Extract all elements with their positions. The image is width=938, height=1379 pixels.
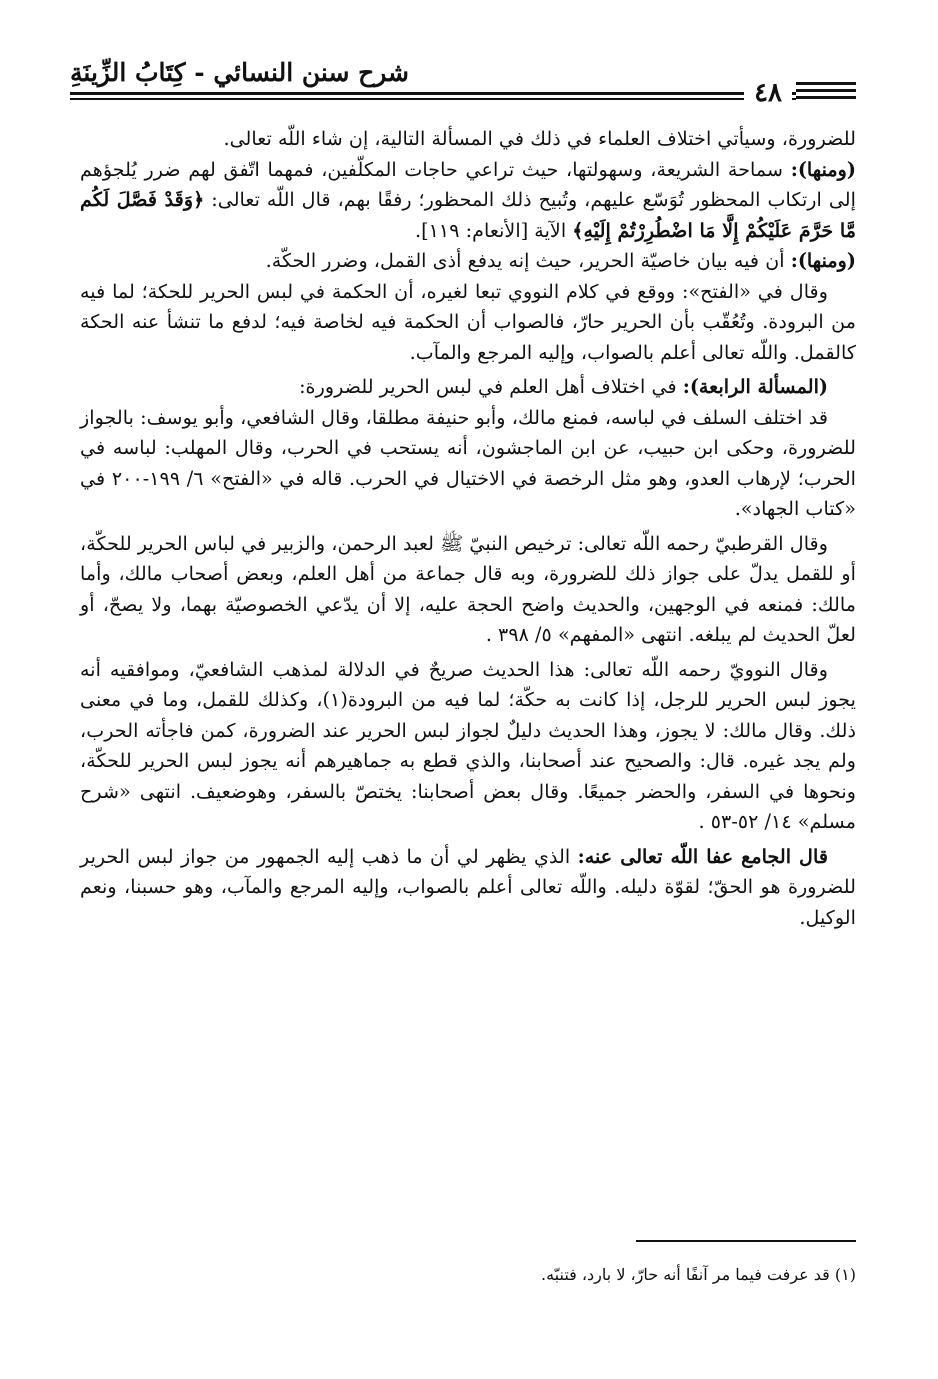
header-rule-secondary (70, 98, 856, 100)
header-rule (70, 92, 856, 95)
text-run: الذي يظهر لي أن ما ذهب إليه الجمهور من جواز لبس الحرير للضرورة هو الحقّ؛ لقوّة دليله. واللّه تعالى أعلم بالصواب، وإليه المرجع والمآب، وهو حسبنا، ونعم الوكيل. (80, 844, 856, 929)
text-run: أن فيه بيان خاصيّة الحرير، حيث إنه يدفع أذى القمل، وضرر الحكّة. (265, 249, 791, 272)
paragraph (80, 246, 856, 277)
bold-run: قال الجامع عفا اللّه تعالى عنه: (577, 844, 829, 868)
footnote-separator (636, 1240, 856, 1242)
main-text (80, 124, 856, 933)
footnote: (١) قد عرفت فيما مر آنفًا أنه حارّ، لا بارد، فتنبّه. (541, 1265, 856, 1284)
paragraph (80, 372, 856, 403)
text-run: في اختلاف أهل العلم في لبس الحرير للضرورة: (299, 375, 683, 398)
text-run: وقال في «الفتح»: ووقع في كلام النووي تبعا لغيره، أن الحكمة في لبس الحرير للحكة؛ لما فيه من البرودة. وتُعُقّب بأن الحرير حارّ، فالصواب أن الحكمة فيه لخاصة فيه؛ لدفع ما تنشأ عنه الحكة كالقمل. واللّه تعالى أعلم بالصواب، وإليه المرجع والمآب. (80, 279, 856, 364)
paragraph (80, 155, 856, 247)
bold-run: (ومنها): (790, 157, 856, 181)
text-run: وقال القرطبيّ رحمه اللّه تعالى: ترخيص النبيّ ﷺ لعبد الرحمن، والزبير في لباس الحرير للحكّة، أو للقمل يدلّ على جواز ذلك للضرورة، وبه قال جماعة من أهل العلم، وبعض أصحاب مالك، وأما مالك: فمنعه في الوجهين، والحديث واضح الحجة عليه، إلا أن يدّعي الخصوصيّة بهما، ولا يصحّ، أو لعلّ الحديث لم يبلغه. انتهى «المفهم» ٥/ ٣٩٨ . (80, 531, 856, 646)
paragraph (80, 842, 856, 934)
running-title: شرح سنن النسائي - كِتَابُ الزِّينَةِ (70, 58, 409, 87)
bold-run: ﴿وَقَدْ فَصَّلَ لَكُم مَّا حَرَّمَ عَلَيْكُمْ إِلَّا مَا اضْطُرِرْتُمْ إِلَيْهِ﴾ (80, 188, 856, 242)
text-run: سماحة الشريعة، وسهولتها، حيث تراعي حاجات المكلّفين، فمهما اتّفق لهم ضرر يُلجؤهم إلى ارتكاب المحظور تُوَسّع عليهم، وتُبيح ذلك المحظور؛ رفقًا بهم، قال اللّه تعالى: (80, 157, 856, 211)
paragraph (80, 124, 856, 155)
text-run: وقال النوويّ رحمه اللّه تعالى: هذا الحديث صريحٌ في الدلالة لمذهب الشافعيّ، وموافقيه أنه يجوز لبس الحرير للرجل، إذا كانت به حكّة؛ لما فيه من البرودة(١)، وكذلك للقمل، وما في معنى ذلك. وقال مالك: لا يجوز، وهذا الحديث دليلٌ لجواز لبس الحرير عند الضرورة، كمن فاجأته الحرب، ولم يجد غيره. قال: والصحيح عند أصحابنا، والذي قطع به جماهيرهم أنه يجوز لبس الحرير للحكّة، ونحوها في السفر، والحضر جميعًا. وقال بعض أصحابنا: يختصّ بالسفر، وهوضعيف. انتهى «شرح مسلم» ١٤/ ٥٢-٥٣ . (80, 657, 856, 833)
bold-run: (المسألة الرابعة): (682, 375, 828, 398)
text-run: الآية [الأنعام: ١١٩]. (415, 218, 573, 242)
page-number: ٤٨ (744, 78, 792, 108)
bold-run: (ومنها): (790, 249, 856, 272)
paragraph (80, 277, 856, 369)
paragraph (80, 403, 856, 525)
paragraph (80, 655, 856, 838)
paragraph (80, 529, 856, 651)
text-run: قد اختلف السلف في لباسه، فمنع مالك، وأبو حنيفة مطلقا، وقال الشافعي، وأبو يوسف: بالجواز للضرورة، وحكى ابن حبيب، عن ابن الماجشون، أنه يستحب في الحرب، وقال المهلب: لباسه في الحرب؛ لإرهاب العدو، وهو مثل الرخصة في الاختيال في الحرب. قاله في «الفتح» ٦/ ١٩٩-٢٠٠ في «كتاب الجهاد». (80, 405, 857, 520)
text-run: للضرورة، وسيأتي اختلاف العلماء في ذلك في المسألة التالية، إن شاء اللّه تعالى. (223, 127, 856, 150)
page-number-ornament (796, 82, 856, 104)
page-header (70, 52, 856, 108)
